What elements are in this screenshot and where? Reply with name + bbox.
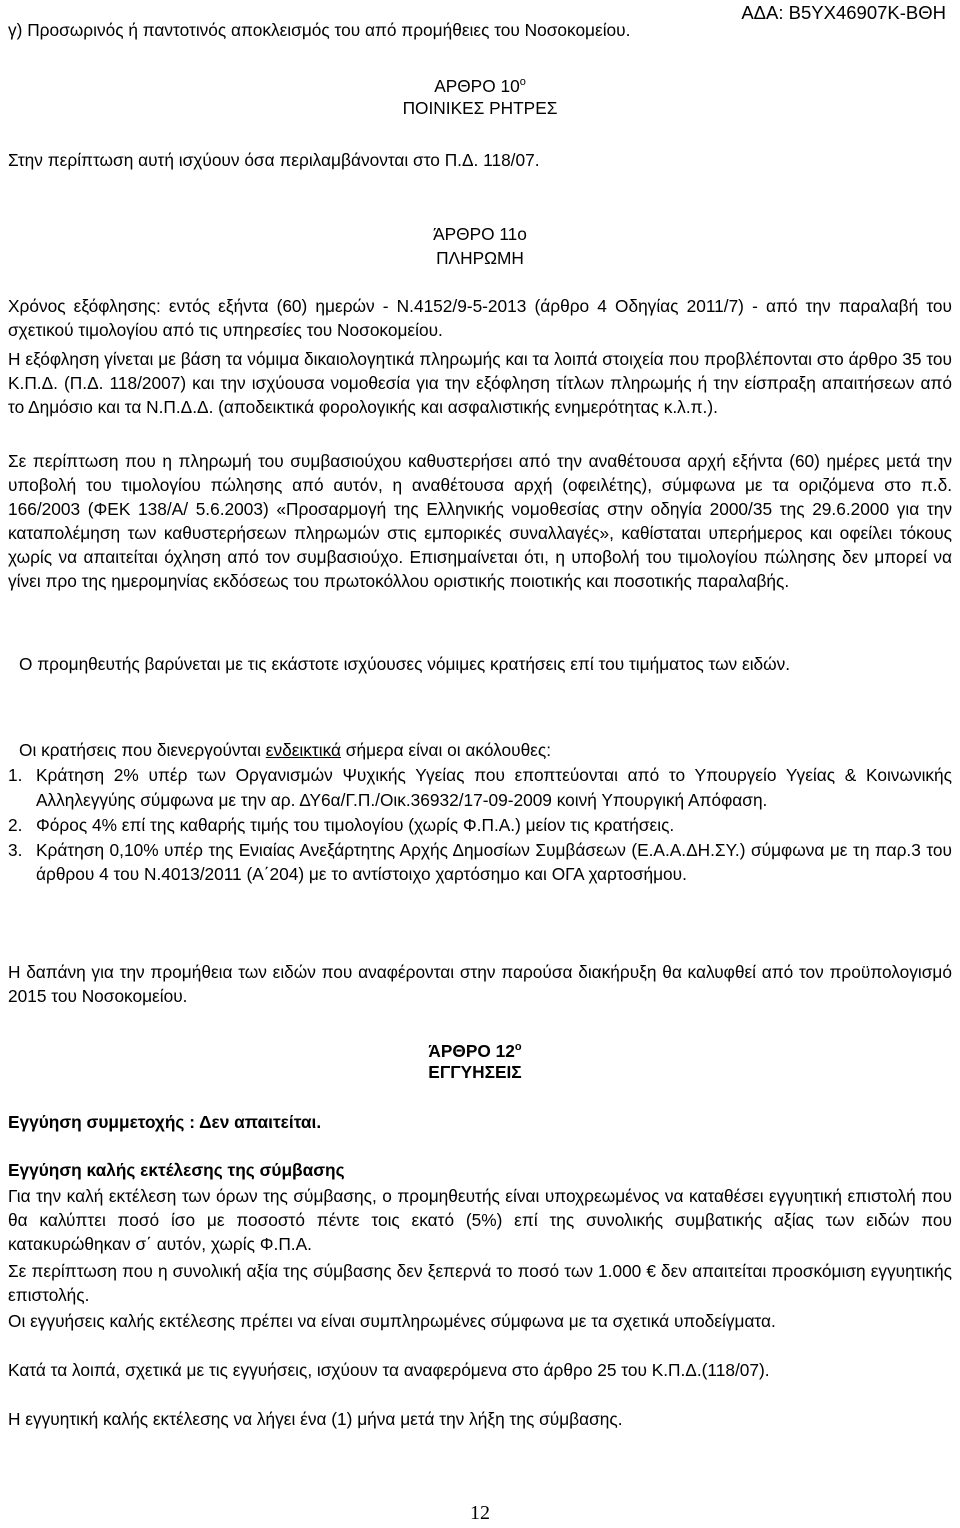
article12-title: ΆΡΘΡΟ $12^o$ [428, 1040, 522, 1061]
article11-paragraph-3: Σε περίπτωση που η πληρωμή του συμβασιούχου καθυστερήσει από την αναθέτουσα αρχή εξήντα (60) ημέρες μετά την υποβολή του τιμολογίου πώλησης από αυτόν, η αναθέτουσα αρχή (οφειλέτης), σύμφωνα με τα οριζόμενα στο π.δ. 166/2003 (ΦΕΚ 138/Α/ 5.6.2003) «Προσαρμογή της Ελληνικής νομοθεσίας στην οδηγία 2000/35 της 29.6.2000 για την καταπολέμηση των καθυστερήσεων πληρωμών στις εμπορικές συναλλαγές», καθίσταται υπερήμερος και οφείλει τόκους χωρίς να απαιτείται όχληση από τον συμβασιούχο. Επισημαίνεται ότι, η υποβολή του τιμολογίου πώλησης δεν μπορεί να γίνει προ της ημερομηνίας εκδόσεως του πρωτοκόλλου οριστικής ποιοτικής και ποσοτικής παραλαβής. [8, 451, 952, 591]
performance-paragraph-1: Για την καλή εκτέλεση των όρων της σύμβασης, ο προμηθευτής είναι υποχρεωμένος να καταθέσει εγγυητική επιστολή που θα καλύπτει ποσό ίσο με ποσοστό πέντε τοις εκατό (5%) επί της συνολικής συμβατικής αξίας των ειδών που κατακυρώθηκαν σ΄ αυτόν, χωρίς Φ.Π.Α. [8, 1186, 952, 1254]
list-item-text: Κράτηση 2% υπέρ των Οργανισμών Ψυχικής Υγείας που εποπτεύονται από το Υπουργείο Υγείας & Κοινωνικής Αλληλεγγύης σύμφωνα με την αρ. ΔΥ6α/Γ.Π./Οικ.36932/17-09-2009 κοινή Υπουργική Απόφαση. [36, 765, 952, 810]
article10-title: ΑΡΘΡΟ $10^o$ [434, 75, 526, 96]
list-item-number: 2. [8, 815, 23, 835]
deductions-list [8, 763, 952, 887]
performance-paragraph-5: Η εγγυητική καλής εκτέλεσης να λήγει ένα (1) μήνα μετά την λήξη της σύμβασης. [8, 1409, 623, 1429]
list-item-text: Κράτηση 0,10% υπέρ της Ενιαίας Ανεξάρτητης Αρχής Δημοσίων Συμβάσεων (Ε.Α.Α.ΔΗ.ΣΥ.) σύμφωνα με τη παρ.3 του άρθρου 4 του Ν.4013/2011 (Α΄204) με το αντίστοιχο χαρτόσημο και ΟΓΑ χαρτοσήμου. [36, 839, 952, 884]
article11-paragraph-2: Η εξόφληση γίνεται με βάση τα νόμιμα δικαιολογητικά πληρωμής και τα λοιπά στοιχεία που προβλέπονται στο άρθρο 35 του Κ.Π.Δ. (Π.Δ. 118/2007) και την ισχύουσα νομοθεσία για την εξόφληση τίτλων πληρωμής ή την είσπραξη απαιτήσεων από το Δημόσιο και τα Ν.Π.Δ.Δ. (αποδεικτικά φορολογικής και ασφαλιστικής ενημερότητας κ.λ.π.). [8, 349, 952, 417]
article10-title-sup: ο [519, 76, 526, 88]
list-item-number: 1. [8, 765, 23, 785]
deductions-intro-underlined: ενδεικτικά [265, 740, 341, 760]
page-number: 12 [470, 1502, 490, 1524]
deductions-intro: Οι κρατήσεις που διενεργούνται ενδεικτικά σήμερα είναι οι ακόλουθες: [19, 740, 552, 760]
list-item [8, 763, 952, 812]
performance-guarantee-heading: Εγγύηση καλής εκτέλεσης της σύμβασης [8, 1160, 345, 1180]
list-item [8, 813, 952, 838]
intro-item: γ) Προσωρινός ή παντοτινός αποκλεισμός του από προμήθειες του Νοσοκομείου. [8, 20, 631, 40]
ada-code: ΑΔΑ: Β5ΥΧ46907Κ-ΒΘΗ [741, 2, 946, 23]
article11-paragraph-4: Ο προμηθευτής βαρύνεται με τις εκάστοτε ισχύουσες νόμιμες κρατήσεις επί του τιμήματος των ειδών. [19, 654, 791, 674]
performance-paragraph-4: Κατά τα λοιπά, σχετικά με τις εγγυήσεις, ισχύουν τα αναφερόμενα στο άρθρο 25 του Κ.Π.Δ.(118/07). [8, 1360, 770, 1380]
performance-paragraph-2: Σε περίπτωση που η συνολική αξία της σύμβασης δεν ξεπερνά το ποσό των 1.000 € δεν απαιτείται προσκόμιση εγγυητικής επιστολής. [8, 1261, 952, 1305]
budget-paragraph: Η δαπάνη για την προμήθεια των ειδών που αναφέρονται στην παρούσα διακήρυξη θα καλυφθεί από τον προϋπολογισμό 2015 του Νοσοκομείου. [8, 962, 952, 1006]
article10-text: Στην περίπτωση αυτή ισχύουν όσα περιλαμβάνονται στο Π.Δ. 118/07. [8, 150, 540, 170]
list-item-text: Φόρος 4% επί της καθαρής τιμής του τιμολογίου (χωρίς Φ.Π.Α.) μείον τις κρατήσεις. [36, 815, 675, 835]
article11-title: ΆΡΘΡΟ 11ο [433, 224, 527, 244]
article10-subtitle: ΠΟΙΝΙΚΕΣ ΡΗΤΡΕΣ [402, 98, 558, 118]
participation-guarantee: Εγγύηση συμμετοχής : Δεν απαιτείται. [8, 1112, 322, 1132]
list-item-number: 3. [8, 839, 23, 860]
article11-paragraph-1: Χρόνος εξόφλησης: εντός εξήντα (60) ημερών - Ν.4152/9-5-2013 (άρθρο 4 Οδηγίας 2011/7) - από την παραλαβή του σχετικού τιμολογίου από τις υπηρεσίες του Νοσοκομείου. [8, 296, 952, 340]
article12-title-sup: ο [514, 1041, 522, 1053]
article12-subtitle: ΕΓΓΥΗΣΕΙΣ [428, 1062, 522, 1082]
list-item [8, 838, 952, 887]
performance-paragraph-3: Οι εγγυήσεις καλής εκτέλεσης πρέπει να είναι συμπληρωμένες σύμφωνα με τα σχετικά υποδείγματα. [8, 1311, 776, 1331]
article11-subtitle: ΠΛΗΡΩΜΗ [436, 248, 524, 268]
